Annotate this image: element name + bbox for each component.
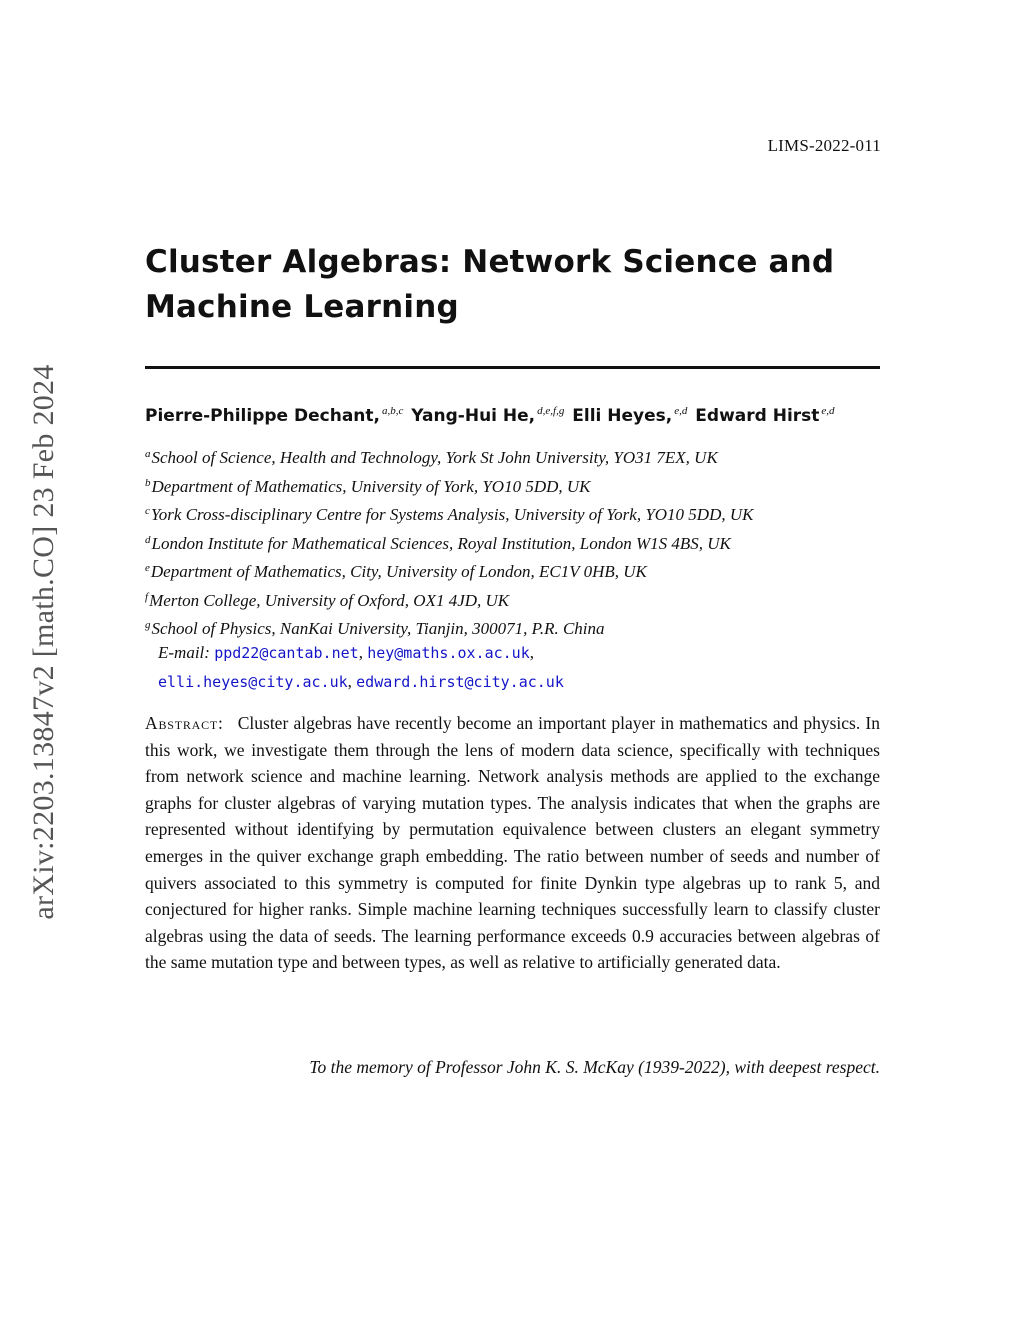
affiliation-mark: b (145, 476, 151, 489)
email-separator: , (529, 643, 534, 662)
affiliation-text: Department of Mathematics, University of York, YO10 5DD, UK (151, 476, 591, 496)
email-line-2 (158, 668, 878, 697)
affiliation-text: Merton College, University of Oxford, OX1 4JD, UK (149, 590, 510, 610)
affiliation-mark: e (145, 562, 150, 574)
author-name: Yang-Hui He, (411, 406, 536, 426)
author-affiliation-marks: e,d (821, 405, 835, 417)
title-line-1: Cluster Algebras: Network Science and (145, 244, 835, 280)
title-line-2: Machine Learning (145, 289, 459, 325)
affiliation-text: London Institute for Mathematical Sciences, Royal Institution, London W1S 4BS, UK (151, 533, 731, 553)
affiliation-mark: d (145, 533, 151, 546)
abstract (145, 710, 880, 976)
author-list (145, 405, 885, 426)
affiliation (145, 526, 885, 555)
email-link-edward-hirst[interactable]: edward.hirst@city.ac.uk (356, 672, 564, 691)
author-name: Elli Heyes, (572, 406, 673, 426)
email-link-ppd22[interactable]: ppd22@cantab.net (214, 644, 359, 662)
affiliation-text: Department of Mathematics, City, University of London, EC1V 0HB, UK (150, 562, 647, 581)
affiliation (145, 497, 885, 526)
email-separator: , (358, 643, 368, 662)
affiliation-text: York Cross-disciplinary Centre for Systems Analysis, University of York, YO10 5DD, UK (150, 505, 754, 524)
abstract-text: Cluster algebras have recently become an important player in mathematics and physics. In this work, we investigate them through the lens of modern data science, specifically with techniques from network science and machine learning. Network analysis methods are applied to the exchange graphs for cluster algebras of varying mutation types. The analysis indicates that when the graphs are represented without identifying by permutation equivalence between clusters an elegant symmetry emerges in the quiver exchange graph embedding. The ratio between number of seeds and number of quivers associated to this symmetry is computed for finite Dynkin type algebras up to rank 5, and conjectured for higher ranks. Simple machine learning techniques successfully learn to classify cluster algebras using the data of seeds. The learning performance exceeds 0.9 accuracies between algebras of the same mutation type and between types, as well as relative to artificially generated data. (145, 713, 880, 973)
email-separator: , (347, 671, 357, 691)
affiliation-mark: g (145, 619, 151, 631)
affiliation-mark: a (145, 448, 151, 460)
affiliation (145, 611, 885, 640)
affiliation-list (145, 440, 885, 640)
affiliation-text: School of Physics, NanKai University, Tianjin, 300071, P.R. China (151, 619, 605, 638)
report-number: LIMS-2022-011 (767, 136, 881, 155)
affiliation (145, 554, 885, 583)
author-name: Pierre-Philippe Dechant, (145, 406, 380, 426)
affiliation (145, 583, 885, 612)
paper-title (145, 240, 880, 330)
author-affiliation-marks: d,e,f,g (537, 405, 565, 417)
author (411, 406, 566, 426)
author-affiliation-marks: e,d (674, 405, 688, 417)
author-affiliation-marks: a,b,c (381, 405, 404, 417)
title-rule (145, 366, 880, 369)
author (572, 406, 689, 426)
author (695, 406, 836, 426)
affiliation-text: School of Science, Health and Technology, York St John University, YO31 7EX, UK (151, 448, 718, 467)
email-link-hey[interactable]: hey@maths.ox.ac.uk (367, 644, 530, 662)
email-line-1 (158, 639, 878, 668)
dedication: To the memory of Professor John K. S. McKay (1939-2022), with deepest respect. (309, 1057, 880, 1077)
affiliation (145, 469, 885, 498)
email-link-elli-heyes[interactable]: elli.heyes@city.ac.uk (158, 672, 348, 691)
abstract-label: Abstract: (145, 713, 224, 733)
author-name: Edward Hirst (695, 406, 820, 426)
affiliation-mark: c (145, 505, 150, 517)
arxiv-identifier-stamp: arXiv:2203.13847v2 [math.CO] 23 Feb 2024 (27, 364, 60, 920)
affiliation (145, 440, 885, 469)
author (145, 406, 405, 426)
email-label: E-mail: (158, 643, 210, 662)
affiliation-mark: f (145, 590, 149, 603)
email-block (158, 639, 878, 696)
